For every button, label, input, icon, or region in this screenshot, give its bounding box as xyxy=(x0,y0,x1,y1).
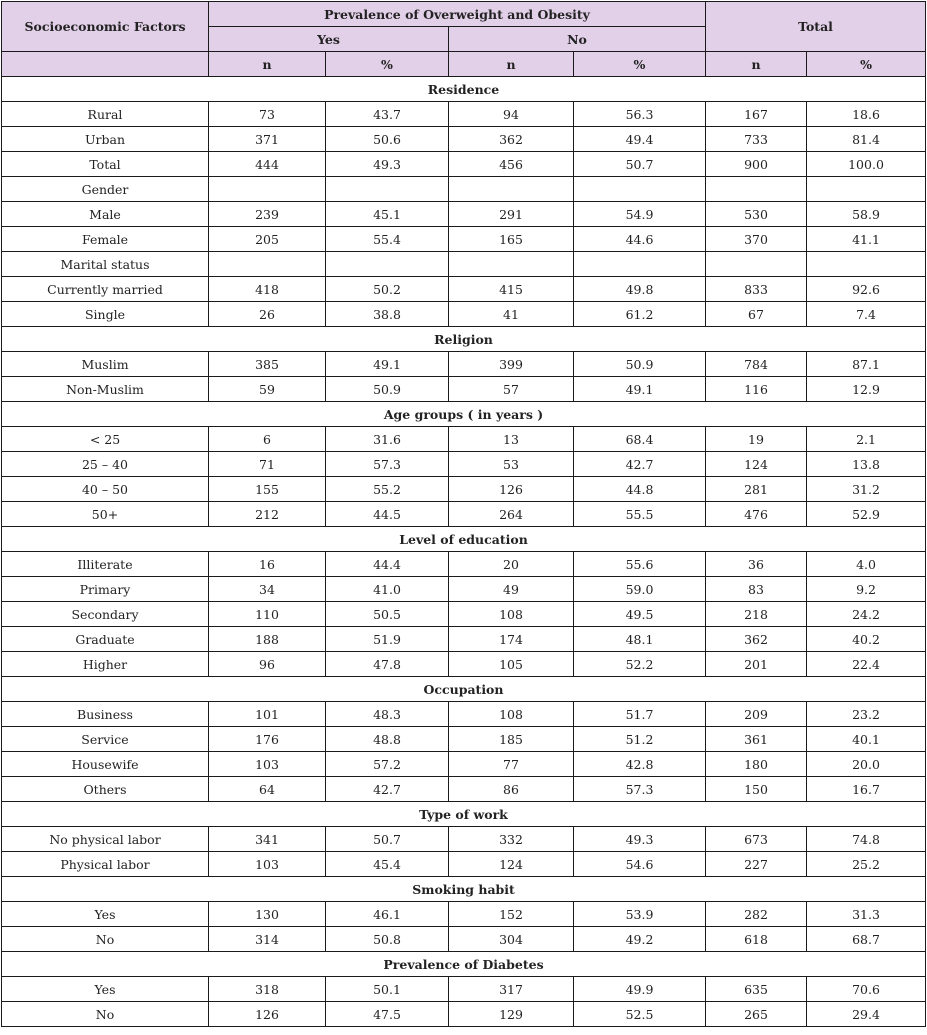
row-label: 25 – 40 xyxy=(2,452,209,477)
cell-yes-n: 371 xyxy=(209,127,326,152)
cell-yes-pct: 57.2 xyxy=(326,752,449,777)
cell-total-pct: 40.2 xyxy=(807,627,926,652)
cell-total-n: 167 xyxy=(706,102,807,127)
row-label: No xyxy=(2,927,209,952)
cell-no-n: 108 xyxy=(449,602,574,627)
cell-no-n: 86 xyxy=(449,777,574,802)
cell-total-n: 83 xyxy=(706,577,807,602)
cell-total-pct: 23.2 xyxy=(807,702,926,727)
section-header-row xyxy=(2,327,926,352)
cell-no-n: 291 xyxy=(449,202,574,227)
header-total-pct: % xyxy=(807,52,926,77)
row-label: Housewife xyxy=(2,752,209,777)
table-row xyxy=(2,577,926,602)
cell-total-pct: 12.9 xyxy=(807,377,926,402)
subgroup-row xyxy=(2,177,926,202)
cell-no-pct: 42.7 xyxy=(574,452,706,477)
row-label: Male xyxy=(2,202,209,227)
cell-yes-pct: 50.2 xyxy=(326,277,449,302)
cell-total-pct: 24.2 xyxy=(807,602,926,627)
table-row xyxy=(2,477,926,502)
cell-total-n: 282 xyxy=(706,902,807,927)
cell-yes-n xyxy=(209,177,326,202)
row-label: 40 – 50 xyxy=(2,477,209,502)
cell-no-pct: 53.9 xyxy=(574,902,706,927)
cell-yes-n: 34 xyxy=(209,577,326,602)
cell-total-pct: 100.0 xyxy=(807,152,926,177)
table-row xyxy=(2,502,926,527)
cell-no-n xyxy=(449,252,574,277)
section-header-row xyxy=(2,527,926,552)
cell-yes-pct: 50.5 xyxy=(326,602,449,627)
cell-yes-n: 444 xyxy=(209,152,326,177)
cell-yes-n: 96 xyxy=(209,652,326,677)
cell-total-pct xyxy=(807,252,926,277)
cell-no-pct: 59.0 xyxy=(574,577,706,602)
cell-no-n: 165 xyxy=(449,227,574,252)
cell-yes-n xyxy=(209,252,326,277)
cell-no-n: 174 xyxy=(449,627,574,652)
cell-yes-pct xyxy=(326,177,449,202)
cell-total-pct: 87.1 xyxy=(807,352,926,377)
row-label: Yes xyxy=(2,977,209,1002)
cell-no-n: 332 xyxy=(449,827,574,852)
cell-yes-pct: 38.8 xyxy=(326,302,449,327)
row-label: Non-Muslim xyxy=(2,377,209,402)
cell-total-n: 673 xyxy=(706,827,807,852)
cell-total-n: 281 xyxy=(706,477,807,502)
cell-yes-pct: 48.8 xyxy=(326,727,449,752)
cell-total-n: 218 xyxy=(706,602,807,627)
row-label: Marital status xyxy=(2,252,209,277)
row-label: Gender xyxy=(2,177,209,202)
cell-no-n: 105 xyxy=(449,652,574,677)
row-label: Rural xyxy=(2,102,209,127)
table-row xyxy=(2,202,926,227)
cell-yes-pct: 50.1 xyxy=(326,977,449,1002)
cell-no-pct: 49.4 xyxy=(574,127,706,152)
table-row xyxy=(2,827,926,852)
cell-no-pct: 50.7 xyxy=(574,152,706,177)
cell-yes-pct: 31.6 xyxy=(326,427,449,452)
section-header-row xyxy=(2,677,926,702)
cell-total-n: 180 xyxy=(706,752,807,777)
row-label: No physical labor xyxy=(2,827,209,852)
row-label: Physical labor xyxy=(2,852,209,877)
header-total: Total xyxy=(706,2,926,52)
table-row xyxy=(2,227,926,252)
row-label: Primary xyxy=(2,577,209,602)
table-row xyxy=(2,152,926,177)
cell-no-pct: 50.9 xyxy=(574,352,706,377)
cell-yes-pct: 50.8 xyxy=(326,927,449,952)
cell-total-pct: 4.0 xyxy=(807,552,926,577)
cell-yes-pct: 55.2 xyxy=(326,477,449,502)
cell-total-pct: 58.9 xyxy=(807,202,926,227)
cell-no-pct: 52.2 xyxy=(574,652,706,677)
cell-total-n: 733 xyxy=(706,127,807,152)
cell-yes-n: 103 xyxy=(209,852,326,877)
cell-no-n: 53 xyxy=(449,452,574,477)
cell-total-pct: 40.1 xyxy=(807,727,926,752)
section-title: Age groups ( in years ) xyxy=(2,402,926,427)
cell-total-n: 530 xyxy=(706,202,807,227)
cell-total-pct: 81.4 xyxy=(807,127,926,152)
cell-yes-pct xyxy=(326,252,449,277)
row-label: 50+ xyxy=(2,502,209,527)
cell-no-n: 77 xyxy=(449,752,574,777)
table-row xyxy=(2,427,926,452)
cell-yes-n: 103 xyxy=(209,752,326,777)
cell-no-pct: 49.5 xyxy=(574,602,706,627)
section-title: Smoking habit xyxy=(2,877,926,902)
cell-yes-n: 64 xyxy=(209,777,326,802)
header-yes-n: n xyxy=(209,52,326,77)
cell-yes-n: 16 xyxy=(209,552,326,577)
section-title: Prevalence of Diabetes xyxy=(2,952,926,977)
cell-yes-n: 341 xyxy=(209,827,326,852)
cell-total-pct: 31.3 xyxy=(807,902,926,927)
section-title: Level of education xyxy=(2,527,926,552)
cell-yes-pct: 44.4 xyxy=(326,552,449,577)
cell-total-n: 370 xyxy=(706,227,807,252)
row-label: < 25 xyxy=(2,427,209,452)
cell-total-pct: 31.2 xyxy=(807,477,926,502)
cell-no-pct: 54.9 xyxy=(574,202,706,227)
cell-yes-pct: 45.1 xyxy=(326,202,449,227)
table-body xyxy=(2,77,926,1027)
cell-total-pct: 16.7 xyxy=(807,777,926,802)
cell-yes-pct: 50.6 xyxy=(326,127,449,152)
table-row xyxy=(2,602,926,627)
cell-total-n: 124 xyxy=(706,452,807,477)
cell-no-n: 152 xyxy=(449,902,574,927)
cell-no-pct: 55.6 xyxy=(574,552,706,577)
cell-total-pct: 2.1 xyxy=(807,427,926,452)
row-label: Others xyxy=(2,777,209,802)
header-row-3 xyxy=(2,52,926,77)
cell-total-n: 36 xyxy=(706,552,807,577)
cell-total-pct: 68.7 xyxy=(807,927,926,952)
cell-yes-pct: 57.3 xyxy=(326,452,449,477)
row-label: Graduate xyxy=(2,627,209,652)
cell-yes-pct: 50.7 xyxy=(326,827,449,852)
cell-total-n: 150 xyxy=(706,777,807,802)
cell-no-pct: 49.3 xyxy=(574,827,706,852)
section-title: Residence xyxy=(2,77,926,102)
section-header-row xyxy=(2,877,926,902)
cell-total-n: 67 xyxy=(706,302,807,327)
table-row xyxy=(2,302,926,327)
header-row-1 xyxy=(2,2,926,27)
table-row xyxy=(2,377,926,402)
header-no-n: n xyxy=(449,52,574,77)
table-row xyxy=(2,927,926,952)
table-row xyxy=(2,902,926,927)
cell-yes-n: 176 xyxy=(209,727,326,752)
cell-total-n: 227 xyxy=(706,852,807,877)
cell-yes-pct: 50.9 xyxy=(326,377,449,402)
cell-yes-n: 212 xyxy=(209,502,326,527)
row-label: Single xyxy=(2,302,209,327)
cell-total-n: 618 xyxy=(706,927,807,952)
section-header-row xyxy=(2,402,926,427)
cell-total-pct: 52.9 xyxy=(807,502,926,527)
cell-no-pct xyxy=(574,252,706,277)
cell-no-pct: 49.2 xyxy=(574,927,706,952)
cell-no-pct: 51.7 xyxy=(574,702,706,727)
row-label: No xyxy=(2,1002,209,1027)
cell-no-pct: 56.3 xyxy=(574,102,706,127)
cell-no-pct: 54.6 xyxy=(574,852,706,877)
table-row xyxy=(2,277,926,302)
cell-total-n: 116 xyxy=(706,377,807,402)
header-no: No xyxy=(449,27,706,52)
cell-no-pct: 57.3 xyxy=(574,777,706,802)
cell-total-n xyxy=(706,177,807,202)
cell-yes-n: 130 xyxy=(209,902,326,927)
cell-total-n: 201 xyxy=(706,652,807,677)
cell-no-n: 57 xyxy=(449,377,574,402)
cell-total-pct: 92.6 xyxy=(807,277,926,302)
cell-no-n: 264 xyxy=(449,502,574,527)
cell-no-n: 41 xyxy=(449,302,574,327)
cell-total-pct: 29.4 xyxy=(807,1002,926,1027)
table-row xyxy=(2,127,926,152)
section-title: Type of work xyxy=(2,802,926,827)
table-row xyxy=(2,652,926,677)
cell-total-n: 362 xyxy=(706,627,807,652)
header-prevalence-group: Prevalence of Overweight and Obesity xyxy=(209,2,706,27)
row-label: Total xyxy=(2,152,209,177)
table-row xyxy=(2,627,926,652)
cell-total-n: 784 xyxy=(706,352,807,377)
cell-yes-pct: 49.3 xyxy=(326,152,449,177)
cell-yes-n: 314 xyxy=(209,927,326,952)
cell-no-pct: 49.1 xyxy=(574,377,706,402)
cell-no-n: 124 xyxy=(449,852,574,877)
row-label: Currently married xyxy=(2,277,209,302)
cell-no-n: 108 xyxy=(449,702,574,727)
table-row xyxy=(2,352,926,377)
row-label: Muslim xyxy=(2,352,209,377)
row-label: Illiterate xyxy=(2,552,209,577)
row-label: Business xyxy=(2,702,209,727)
cell-no-pct: 61.2 xyxy=(574,302,706,327)
cell-no-pct: 44.8 xyxy=(574,477,706,502)
cell-no-n: 94 xyxy=(449,102,574,127)
section-title: Religion xyxy=(2,327,926,352)
socioeconomic-prevalence-table xyxy=(1,1,926,1027)
cell-yes-pct: 43.7 xyxy=(326,102,449,127)
cell-yes-pct: 47.8 xyxy=(326,652,449,677)
cell-total-n: 900 xyxy=(706,152,807,177)
table-row xyxy=(2,977,926,1002)
cell-yes-n: 239 xyxy=(209,202,326,227)
table-row xyxy=(2,727,926,752)
cell-yes-n: 155 xyxy=(209,477,326,502)
cell-no-n: 415 xyxy=(449,277,574,302)
row-label: Urban xyxy=(2,127,209,152)
section-header-row xyxy=(2,952,926,977)
cell-total-n: 209 xyxy=(706,702,807,727)
cell-yes-n: 101 xyxy=(209,702,326,727)
cell-no-n: 129 xyxy=(449,1002,574,1027)
cell-no-pct: 49.8 xyxy=(574,277,706,302)
row-label: Female xyxy=(2,227,209,252)
cell-yes-n: 73 xyxy=(209,102,326,127)
cell-yes-pct: 55.4 xyxy=(326,227,449,252)
cell-no-pct: 68.4 xyxy=(574,427,706,452)
cell-total-pct: 70.6 xyxy=(807,977,926,1002)
table-row xyxy=(2,777,926,802)
table-row xyxy=(2,102,926,127)
cell-yes-n: 59 xyxy=(209,377,326,402)
cell-no-n: 126 xyxy=(449,477,574,502)
cell-yes-pct: 46.1 xyxy=(326,902,449,927)
cell-no-n: 20 xyxy=(449,552,574,577)
cell-total-pct: 25.2 xyxy=(807,852,926,877)
cell-no-n: 185 xyxy=(449,727,574,752)
row-label: Yes xyxy=(2,902,209,927)
table-row xyxy=(2,752,926,777)
cell-total-n: 476 xyxy=(706,502,807,527)
cell-total-n: 361 xyxy=(706,727,807,752)
cell-yes-n: 26 xyxy=(209,302,326,327)
cell-total-n: 19 xyxy=(706,427,807,452)
cell-no-n: 317 xyxy=(449,977,574,1002)
section-header-row xyxy=(2,802,926,827)
cell-no-n: 456 xyxy=(449,152,574,177)
cell-yes-pct: 41.0 xyxy=(326,577,449,602)
cell-yes-n: 126 xyxy=(209,1002,326,1027)
cell-no-n: 304 xyxy=(449,927,574,952)
cell-no-pct: 51.2 xyxy=(574,727,706,752)
cell-no-n: 362 xyxy=(449,127,574,152)
cell-total-pct: 7.4 xyxy=(807,302,926,327)
cell-no-n xyxy=(449,177,574,202)
subgroup-row xyxy=(2,252,926,277)
cell-total-pct: 74.8 xyxy=(807,827,926,852)
header-total-n: n xyxy=(706,52,807,77)
cell-total-pct: 9.2 xyxy=(807,577,926,602)
cell-yes-n: 318 xyxy=(209,977,326,1002)
cell-no-n: 399 xyxy=(449,352,574,377)
header-blank xyxy=(2,52,209,77)
header-no-pct: % xyxy=(574,52,706,77)
cell-yes-pct: 51.9 xyxy=(326,627,449,652)
cell-total-pct: 13.8 xyxy=(807,452,926,477)
cell-total-n: 265 xyxy=(706,1002,807,1027)
cell-yes-pct: 44.5 xyxy=(326,502,449,527)
table-row xyxy=(2,702,926,727)
cell-yes-n: 385 xyxy=(209,352,326,377)
table-row xyxy=(2,1002,926,1027)
cell-total-pct: 41.1 xyxy=(807,227,926,252)
row-label: Secondary xyxy=(2,602,209,627)
table-header xyxy=(2,2,926,77)
cell-no-pct: 52.5 xyxy=(574,1002,706,1027)
header-yes: Yes xyxy=(209,27,449,52)
cell-total-n xyxy=(706,252,807,277)
cell-no-pct: 42.8 xyxy=(574,752,706,777)
header-socioeconomic-factors: Socioeconomic Factors xyxy=(2,2,209,52)
table-row xyxy=(2,452,926,477)
cell-yes-pct: 45.4 xyxy=(326,852,449,877)
cell-total-n: 635 xyxy=(706,977,807,1002)
cell-no-n: 49 xyxy=(449,577,574,602)
section-header-row xyxy=(2,77,926,102)
cell-yes-n: 205 xyxy=(209,227,326,252)
table-row xyxy=(2,552,926,577)
cell-no-pct: 44.6 xyxy=(574,227,706,252)
cell-yes-pct: 49.1 xyxy=(326,352,449,377)
cell-no-n: 13 xyxy=(449,427,574,452)
row-label: Service xyxy=(2,727,209,752)
cell-total-pct: 18.6 xyxy=(807,102,926,127)
cell-total-n: 833 xyxy=(706,277,807,302)
cell-no-pct xyxy=(574,177,706,202)
cell-yes-n: 188 xyxy=(209,627,326,652)
cell-yes-n: 71 xyxy=(209,452,326,477)
cell-total-pct: 20.0 xyxy=(807,752,926,777)
cell-no-pct: 55.5 xyxy=(574,502,706,527)
cell-yes-n: 110 xyxy=(209,602,326,627)
header-yes-pct: % xyxy=(326,52,449,77)
cell-total-pct xyxy=(807,177,926,202)
cell-no-pct: 48.1 xyxy=(574,627,706,652)
cell-yes-pct: 48.3 xyxy=(326,702,449,727)
row-label: Higher xyxy=(2,652,209,677)
cell-yes-n: 6 xyxy=(209,427,326,452)
cell-total-pct: 22.4 xyxy=(807,652,926,677)
section-title: Occupation xyxy=(2,677,926,702)
cell-yes-pct: 47.5 xyxy=(326,1002,449,1027)
table-row xyxy=(2,852,926,877)
cell-yes-pct: 42.7 xyxy=(326,777,449,802)
cell-no-pct: 49.9 xyxy=(574,977,706,1002)
cell-yes-n: 418 xyxy=(209,277,326,302)
